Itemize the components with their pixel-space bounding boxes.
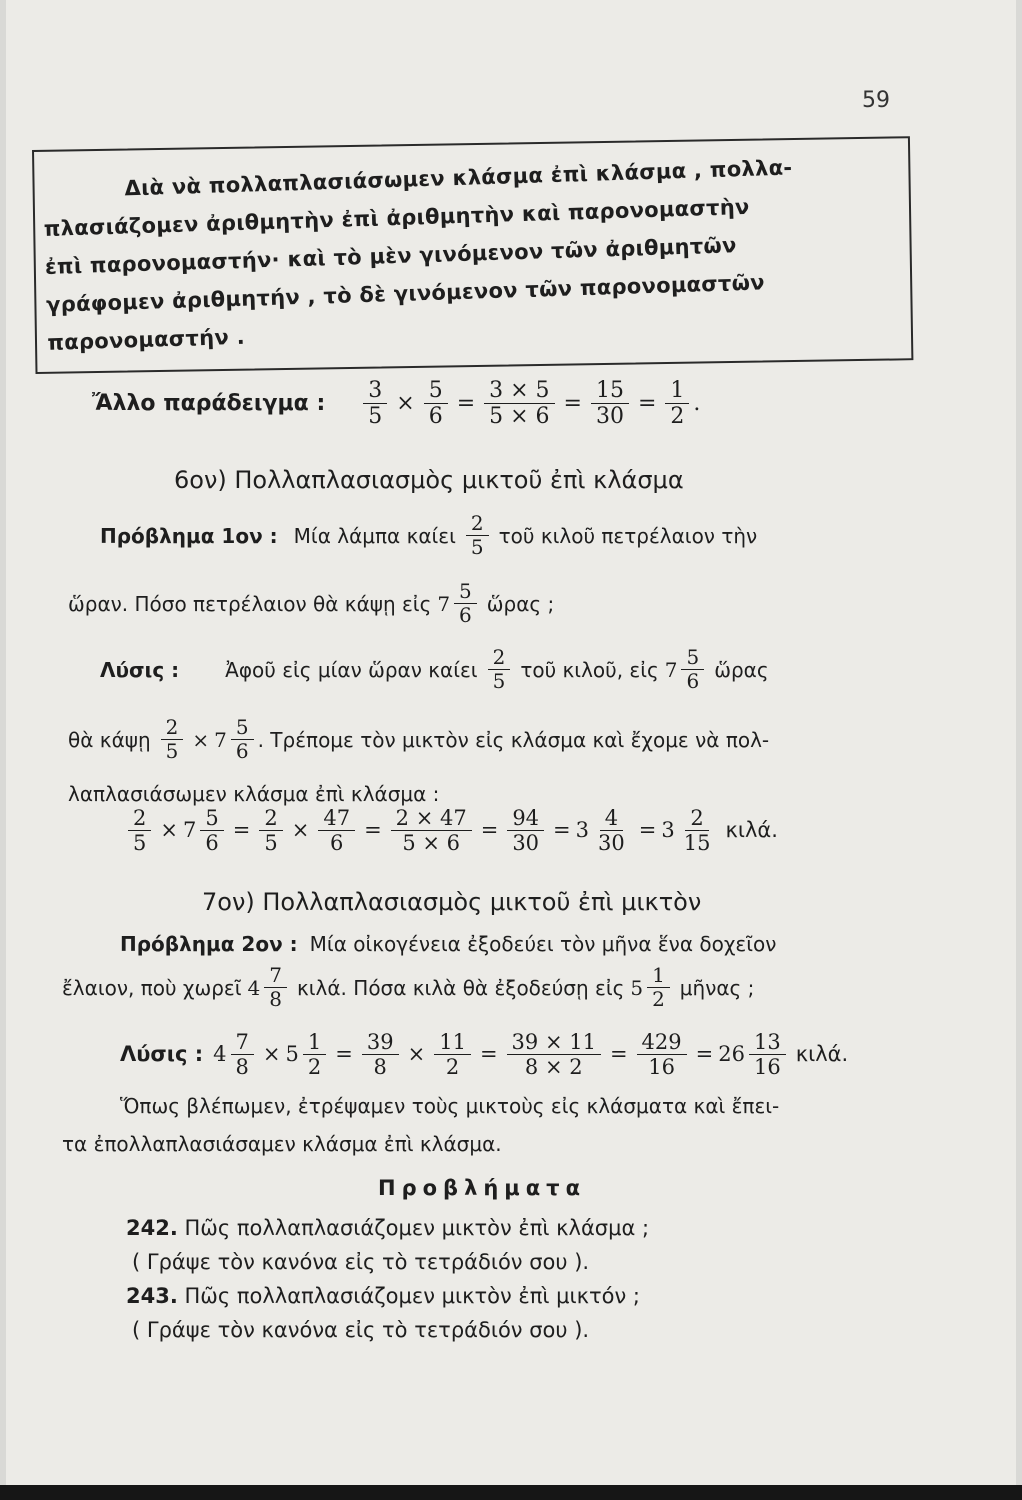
fraction: $\frac{94}{30}$ <box>507 806 544 855</box>
mixed-number: 26 $\frac{13}{16}$ <box>718 1030 789 1079</box>
fraction: $\frac{2}{5}$ <box>488 646 511 693</box>
problem-text: Πῶς πολλαπλασιάζομεν μικτὸν ἐπὶ κλάσμα ; <box>184 1216 650 1240</box>
example-line: Ἄλλο παράδειγμα : $\frac{3}{5}$ × $\frac{5}{6}$ = $\frac{3 \times 5}{5 \times 6}$ = $\frac{15}{30}$ = $\frac{1}{2}$ . <box>92 378 701 430</box>
problems-title: Προβλήματα <box>378 1176 587 1200</box>
problem-text: ( Γράψε τὸν κανόνα εἰς τὸ τετράδιόν σου ). <box>132 1250 590 1274</box>
problem-1-line-2: ὥραν. Πόσο πετρέλαιον θὰ κάψῃ εἰς 7 $\frac{5}{6}$ ὥρας ; <box>68 579 555 627</box>
problem-text: Πῶς πολλαπλασιάζομεν μικτὸν ἐπὶ μικτόν ; <box>184 1284 640 1308</box>
mixed-number: 5 $\frac{1}{2}$ <box>630 964 673 1011</box>
section-7-title: 7ον) Πολλαπλασιασμὸς μικτοῦ ἐπὶ μικτὸν <box>202 888 702 916</box>
rule-line: Διὰ νὰ πολλαπλασιάσωμεν κλάσμα ἐπὶ κλάσμα , πολλα- <box>124 155 793 201</box>
rule-line: πλασιάζομεν ἀριθμητὴν ἐπὶ ἀριθμητὴν καὶ παρονομαστὴν <box>43 194 750 241</box>
note-line-2: τα ἐπολλαπλασιάσαμεν κλάσμα ἐπὶ κλάσμα. <box>62 1132 502 1156</box>
problem-2-line-2: ἔλαιον, ποὺ χωρεῖ 4 $\frac{7}{8}$ κιλά. Πόσα κιλὰ θὰ ἐξοδεύσῃ εἰς 5 $\frac{1}{2}$ μῆνας ; <box>62 963 755 1011</box>
rule-line: ἐπὶ παρονομαστήν· καὶ τὸ μὲν γινόμενον τῶν ἀριθμητῶν <box>44 233 737 279</box>
fraction: $\frac{2}{5}$ <box>128 806 151 855</box>
rule-line: παρονομαστήν . <box>46 324 246 355</box>
solution-2-line: Λύσις : 4 $\frac{7}{8}$ × 5 $\frac{1}{2}$ = $\frac{39}{8}$ × $\frac{11}{2}$ = $\frac{39 \times 11}{8 \times 2}$ = $\frac{429}{16}$ = 26 $\frac{13}{16}$ κιλά. <box>120 1030 849 1080</box>
solution-1-line-1: Λύσις : Ἀφοῦ εἰς μίαν ὥραν καίει $\frac{2}{5}$ τοῦ κιλοῦ, εἰς 7 $\frac{5}{6}$ ὥρας <box>100 645 769 693</box>
problem-1-label: Πρόβλημα 1ον : <box>100 523 278 548</box>
mixed-number: 7 $\frac{5}{6}$ <box>214 716 257 763</box>
section-6-title: 6ον) Πολλαπλασιασμὸς μικτοῦ ἐπὶ κλάσμα <box>174 466 684 494</box>
fraction: $\frac{2 \times 47}{5 \times 6}$ <box>391 806 472 855</box>
mixed-number: 4 $\frac{7}{8}$ <box>213 1030 258 1079</box>
book-page <box>6 0 1016 1485</box>
scan-bottom-edge <box>0 1485 1022 1500</box>
mixed-number: 7 $\frac{5}{6}$ <box>665 646 708 693</box>
problem-243 <box>126 1284 640 1308</box>
mixed-number: 3 $\frac{2}{15}$ <box>661 806 711 856</box>
rule-box-text <box>42 145 898 362</box>
fraction: $\frac{2}{5}$ <box>161 716 184 763</box>
fraction: $\frac{15}{30}$ <box>591 378 629 430</box>
problem-243-instruction <box>132 1318 589 1342</box>
fraction: $\frac{5}{6}$ <box>424 378 448 430</box>
mixed-number: 3 $\frac{4}{30}$ <box>575 806 625 856</box>
fraction: $\frac{3 \times 5}{5 \times 6}$ <box>484 378 554 430</box>
problem-2-label: Πρόβλημα 2ον : <box>120 932 298 956</box>
rule-line: γράφομεν ἀριθμητήν , τὸ δὲ γινόμενον τῶν παρονομαστῶν <box>45 270 766 317</box>
fraction: $\frac{47}{6}$ <box>318 806 355 855</box>
fraction: $\frac{429}{16}$ <box>637 1030 687 1079</box>
fraction: $\frac{3}{5}$ <box>363 378 387 430</box>
solution-2-label: Λύσις : <box>120 1042 204 1067</box>
mixed-number: 5 $\frac{1}{2}$ <box>286 1030 331 1079</box>
fraction: $\frac{11}{2}$ <box>434 1030 471 1079</box>
mixed-number: 7 $\frac{5}{6}$ <box>183 806 228 855</box>
problem-2-line-1: Πρόβλημα 2ον : Μία οἰκογένεια ἐξοδεύει τὸν μῆνα ἕνα δοχεῖον <box>120 932 777 956</box>
example-label: Ἄλλο παράδειγμα : <box>92 390 326 416</box>
problem-text: ( Γράψε τὸν κανόνα εἰς τὸ τετράδιόν σου ). <box>132 1318 590 1342</box>
problem-242 <box>126 1216 649 1240</box>
problem-number: 242. <box>126 1216 178 1240</box>
page-number: 59 <box>862 88 890 113</box>
solution-1-label: Λύσις : <box>100 657 180 682</box>
fraction: $\frac{2}{5}$ <box>259 806 282 855</box>
fraction: $\frac{39 \times 11}{8 \times 2}$ <box>507 1030 601 1079</box>
problem-number: 243. <box>126 1284 178 1308</box>
solution-1-line-2: θὰ κάψῃ $\frac{2}{5}$ × 7 $\frac{5}{6}$ . Τρέπομε τὸν μικτὸν εἰς κλάσμα καὶ ἔχομε νὰ πολ- <box>68 715 770 763</box>
mixed-number: 7 $\frac{5}{6}$ <box>437 580 480 627</box>
solution-1-calculation: $\frac{2}{5}$ × 7 $\frac{5}{6}$ = $\frac{2}{5}$ × $\frac{47}{6}$ = $\frac{2 \times 47}{5 \times 6}$ = $\frac{94}{30}$ = 3 $\frac{4}{30}$ = 3 $\frac{2}{15}$ κιλά. <box>124 806 784 855</box>
fraction: $\frac{2}{5}$ <box>466 512 489 559</box>
solution-1-line-3: λαπλασιάσωμεν κλάσμα ἐπὶ κλάσμα : <box>68 782 440 806</box>
problem-1-line-1: Πρόβλημα 1ον : Μία λάμπα καίει $\frac{2}{5}$ τοῦ κιλοῦ πετρέλαιον τὴν <box>100 511 758 559</box>
fraction: $\frac{1}{2}$ <box>665 378 689 430</box>
mixed-number: 4 $\frac{7}{8}$ <box>248 964 291 1011</box>
problem-242-instruction <box>132 1250 589 1274</box>
fraction: $\frac{39}{8}$ <box>362 1030 399 1079</box>
note-line-1: Ὅπως βλέπωμεν, ἐτρέψαμεν τοὺς μικτοὺς εἰς κλάσματα καὶ ἔπει- <box>120 1094 780 1118</box>
